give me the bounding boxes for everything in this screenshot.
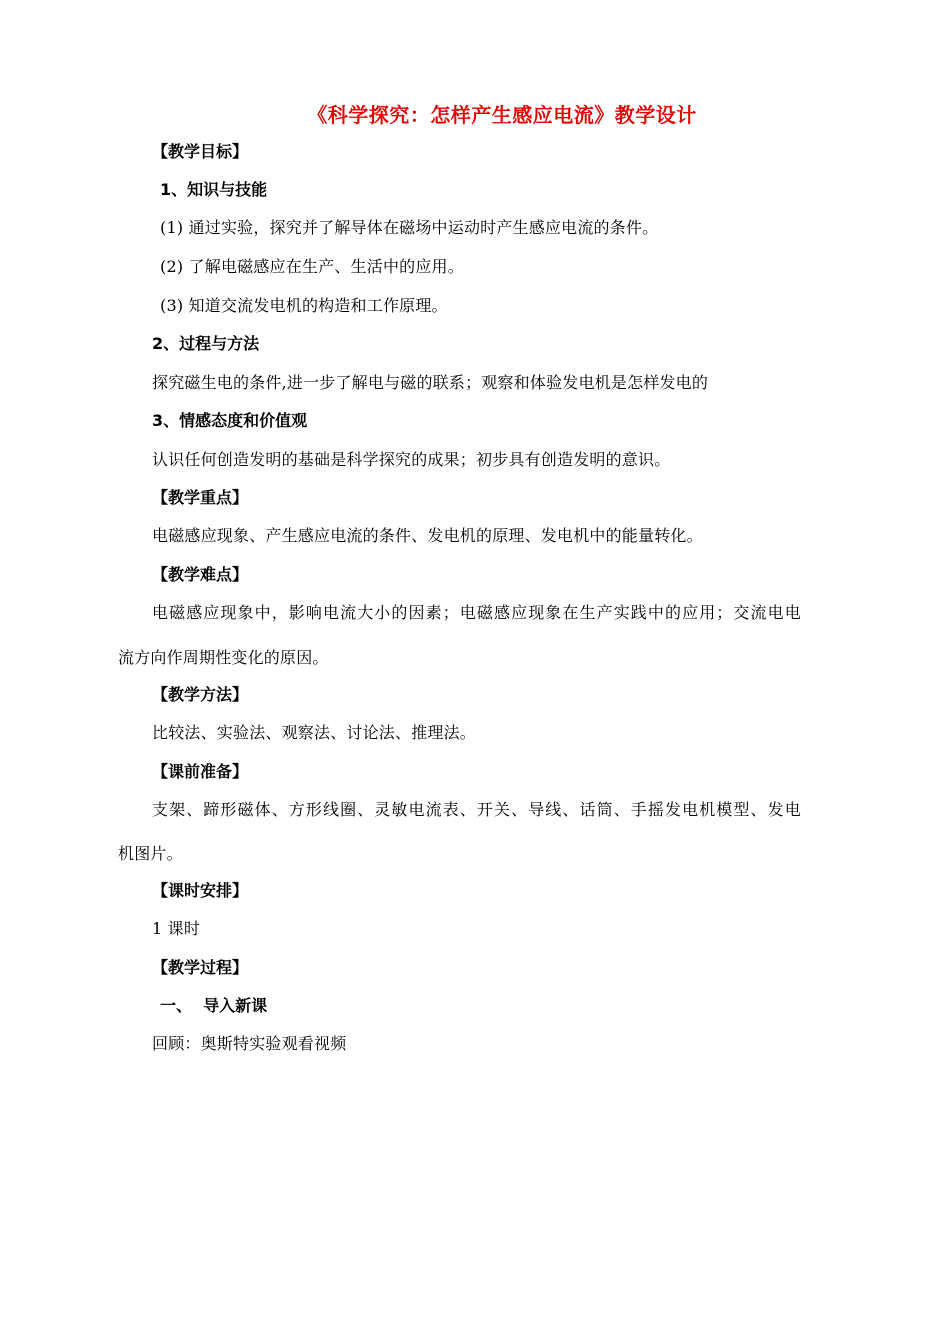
attitude-values-heading: 3、情感态度和价值观 [152,411,308,430]
key-points-heading: 【教学重点】 [152,488,249,507]
procedure-heading: 【教学过程】 [152,958,249,977]
preparation-heading: 【课前准备】 [152,762,249,781]
difficulties-heading: 【教学难点】 [152,565,249,584]
knowledge-item-3: (3) 知道交流发电机的构造和工作原理。 [160,296,448,315]
knowledge-skills-heading: 1、知识与技能 [160,180,268,199]
process-methods-heading: 2、过程与方法 [152,334,260,353]
document-title: 《科学探究：怎样产生感应电流》教学设计 [307,103,697,127]
methods-heading: 【教学方法】 [152,685,249,704]
procedure-step-1-heading: 一、 导入新课 [160,996,268,1015]
difficulties-text-line-2: 流方向作周期性变化的原因。 [118,648,329,667]
procedure-step-1-text: 回顾：奥斯特实验观看视频 [152,1034,347,1053]
key-points-text: 电磁感应现象、产生感应电流的条件、发电机的原理、发电机中的能量转化。 [152,526,703,545]
difficulties-text-line-1: 电磁感应现象中，影响电流大小的因素；电磁感应现象在生产实践中的应用；交流电电 [152,603,802,622]
process-methods-text: 探究磁生电的条件,进一步了解电与磁的联系；观察和体验发电机是怎样发电的 [152,373,709,392]
methods-text: 比较法、实验法、观察法、讨论法、推理法。 [152,723,477,742]
knowledge-item-1: (1) 通过实验，探究并了解导体在磁场中运动时产生感应电流的条件。 [160,218,659,237]
schedule-heading: 【课时安排】 [152,881,249,900]
schedule-text: 1 课时 [152,919,201,938]
preparation-text-line-2: 机图片。 [118,844,183,863]
knowledge-item-2: (2) 了解电磁感应在生产、生活中的应用。 [160,257,464,276]
objectives-heading: 【教学目标】 [152,142,249,161]
preparation-text-line-1: 支架、蹄形磁体、方形线圈、灵敏电流表、开关、导线、话筒、手摇发电机模型、发电 [152,800,802,819]
attitude-values-text: 认识任何创造发明的基础是科学探究的成果；初步具有创造发明的意识。 [152,450,671,469]
